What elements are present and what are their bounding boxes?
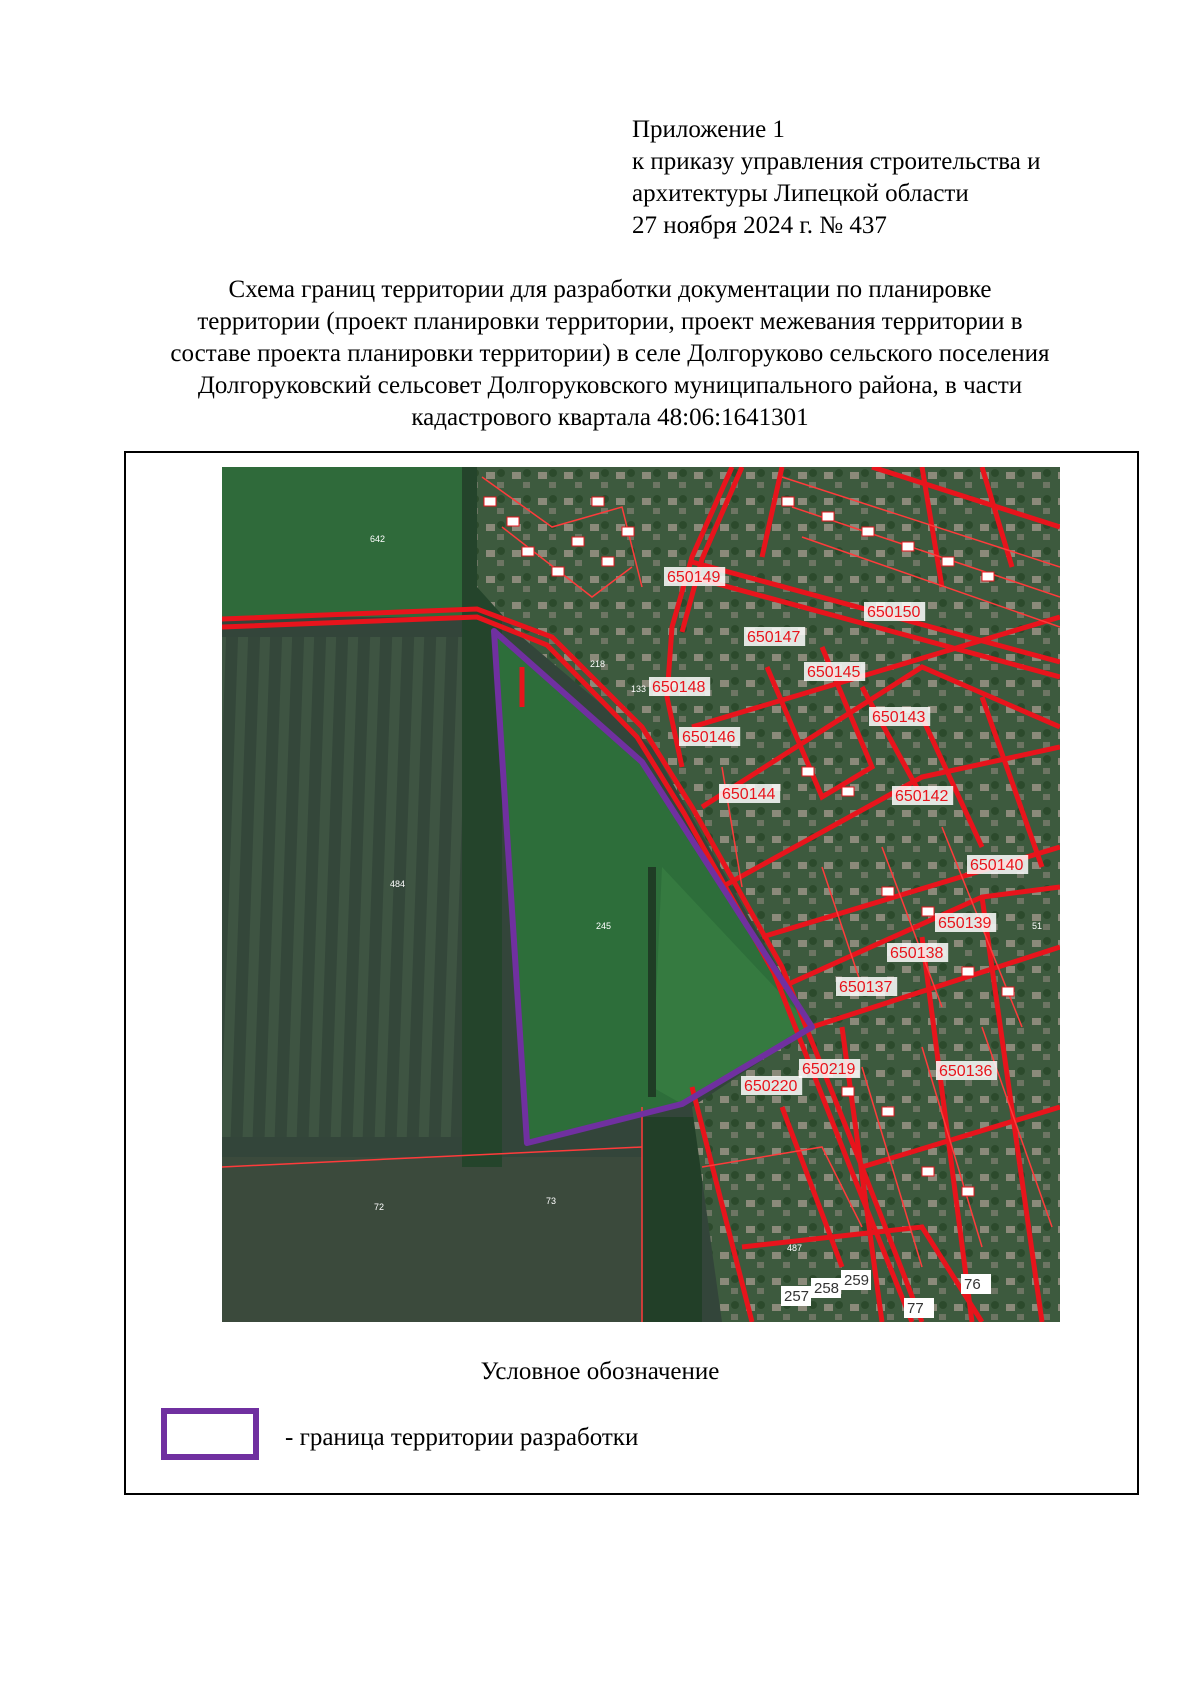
cadastral-block-label: 650136 [939,1063,993,1080]
plot-number-label: 642 [370,534,386,544]
cadastral-block-label: 650142 [895,788,949,805]
cadastral-block-label: 650139 [938,915,992,932]
appendix-line: 27 ноября 2024 г. № 437 [632,212,887,239]
cadastral-block-label: 650149 [667,569,721,586]
appendix-header [632,114,1040,242]
tree-belt-south [642,1117,702,1322]
cadastral-block-label: 650144 [722,786,776,803]
cadastral-block-label: 650138 [890,945,944,962]
legend-item-label: - граница территории разработки [285,1424,639,1451]
plot-number-label: 73 [546,1196,557,1206]
appendix-line: к приказу управления строительства и [632,148,1041,175]
plot-number-label: 245 [596,921,612,931]
plot-number-label: 76 [964,1276,981,1293]
title-line: Долгоруковский сельсовет Долгоруковского муниципального района, в части [197,372,1023,399]
plot-number-label: 487 [787,1243,803,1253]
plot-number-label: 218 [590,659,606,669]
plot-number-label: 72 [374,1202,385,1212]
plot-number-label: 77 [907,1300,924,1317]
cadastral-block-label: 650148 [652,679,706,696]
plot-number-label: 51 [1032,921,1043,931]
cadastral-block-label: 650219 [802,1061,856,1078]
plot-number-label: 258 [814,1280,840,1297]
title-line: Схема границ территории для разработки документации по планировке [228,276,992,303]
title-line: кадастрового квартала 48:06:1641301 [411,404,809,431]
cadastral-block-label: 650140 [970,857,1024,874]
title-line: составе проекта планировки территории) в селе Долгоруково сельского поселения [170,340,1050,367]
appendix-line: архитектуры Липецкой области [632,180,969,207]
satellite-map [222,467,1060,1322]
plot-number-label: 484 [390,879,406,889]
cadastral-block-label: 650150 [867,604,921,621]
cadastral-block-label: 650147 [747,629,801,646]
title-line: территории (проект планировки территории, проект межевания территории в [197,308,1023,335]
cadastral-block-label: 650146 [682,729,736,746]
field-west [222,637,484,1137]
document-title [110,274,1110,434]
appendix-line: Приложение 1 [632,116,785,143]
boundary-legend-swatch [161,1408,259,1460]
cadastral-block-label: 650143 [872,709,926,726]
legend-title: Условное обозначение [480,1358,720,1385]
cadastral-block-label: 650220 [744,1078,798,1095]
plot-number-label: 133 [631,684,647,694]
field-north-west [222,467,462,617]
field-south-west [222,1157,642,1322]
cadastral-block-label: 650137 [839,979,893,996]
plot-number-label: 259 [844,1272,870,1289]
cadastral-block-label: 650145 [807,664,861,681]
plot-number-label: 257 [784,1288,810,1305]
